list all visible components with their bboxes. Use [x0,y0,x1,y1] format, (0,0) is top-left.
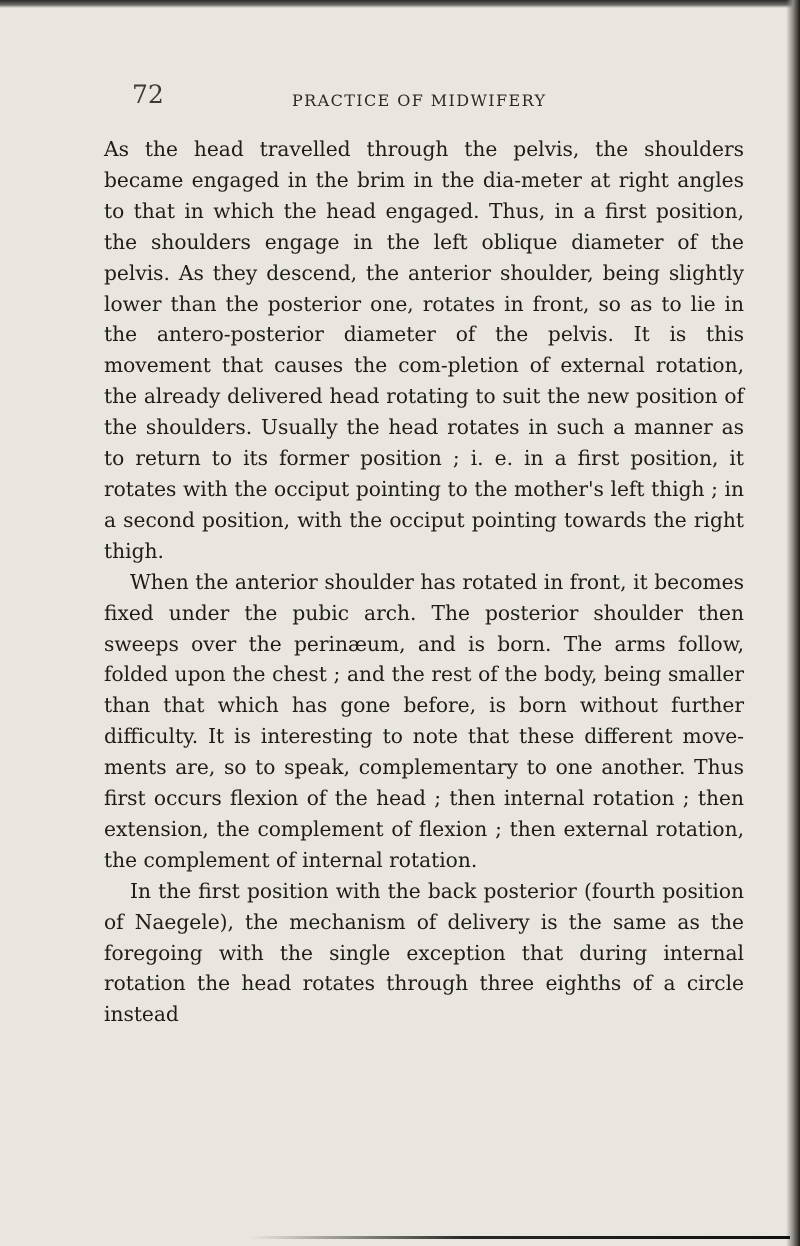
book-spine-shadow [786,0,800,1246]
page-header [104,78,744,126]
running-head: PRACTICE OF MIDWIFERY [292,91,547,110]
page-top-shadow [0,0,800,8]
page-number: 72 [132,80,164,109]
paragraph-1: As the head travelled through the pelvis, the shoulders became engaged in the brim in the dia-meter at right angles to that in which the head engaged. Thus, in a first position, the shoulders engage in the left oblique diameter of the pelvis. As they descend, the anterior shoulder, being slightly lower than the posterior one, rotates in front, so as to lie in the antero-posterior diameter of the pelvis. It is this movement that causes the com-pletion of external rotation, the already delivered head rotating to suit the new position of the shoulders. Usually the head rotates in such a manner as to return to its former position ; i. e. in a first position, it rotates with the occiput pointing to the mother's left thigh ; in a second position, with the occiput pointing towards the right thigh. [104,137,744,563]
bottom-edge-line [250,1236,790,1239]
body-text [104,134,744,1030]
paragraph-2: When the anterior shoulder has rotated in front, it becomes fixed under the pubic arch. The posterior shoulder then sweeps over the perinæum, and is born. The arms follow, folded upon the chest ; and the rest of the body, being smaller than that which has gone before, is born without further difficulty. It is interesting to note that these different move-ments are, so to speak, complementary to one another. Thus first occurs flexion of the head ; then internal rotation ; then extension, the complement of flexion ; then external rotation, the complement of internal rotation. [104,569,744,872]
book-page [104,78,744,1030]
paragraph-3: In the first position with the back posterior (fourth position of Naegele), the mechanism of delivery is the same as the foregoing with the single exception that during internal rotation the head rotates through three eighths of a circle instead [104,878,744,1027]
